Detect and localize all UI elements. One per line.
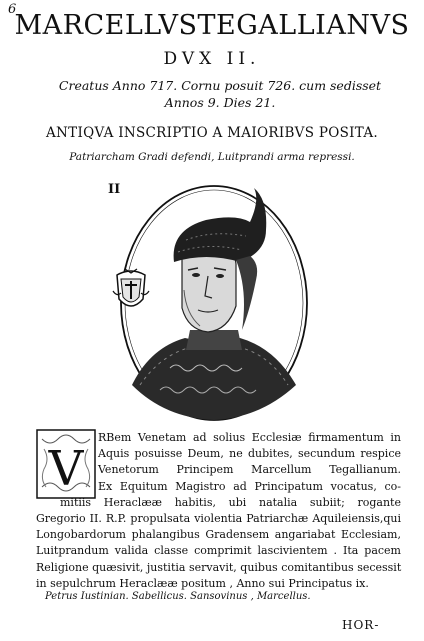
sources-line: Petrus Iustinian. Sabellicus. Sansovinus , Marcellus.	[45, 591, 311, 602]
body-line: Gregorio II. R.P. propulsata violentia Patriarchæ Aquileiensis,qui	[36, 512, 401, 526]
body-line: in sepulchrum Heraclææ positum , Anno sui Principatus ix.	[36, 576, 369, 590]
creation-note	[40, 77, 400, 111]
creation-line-1: Creatus Anno 717. Cornu posuit 726. cum sedisset	[58, 78, 382, 93]
creation-line-2: Annos 9. Dies 21.	[164, 95, 276, 110]
body-line: Venetorum Principem Marcellum Tegallianum.	[98, 463, 401, 477]
body-line: Religione quæsivit, justitia servavit, quibus comitantibus secessit	[36, 560, 402, 574]
coat-of-arms-icon	[111, 267, 151, 317]
body-line: Aquis posuisse Deum, ne dubites, secundum respice	[98, 447, 401, 461]
drop-cap-letter: V	[48, 441, 84, 497]
body-line: Luitprandum valida classe comprimit lascivientem . Ita pacem	[36, 544, 401, 558]
inscription-heading: ANTIQVA INSCRIPTIO A MAIORIBVS POSITA.	[46, 125, 378, 141]
body-line: Longobardorum phalangibus Gradensem angariabat Ecclesiam,	[36, 528, 401, 542]
page-title: MARCELLVSTEGALLIANVS	[14, 10, 410, 41]
page-subtitle: DVX II.	[163, 49, 261, 69]
body-line: mitiis Heraclææ habitis, ubi natalia subiit; rogante	[60, 495, 401, 509]
body-text	[36, 430, 401, 592]
body-line: RBem Venetam ad solius Ecclesiæ firmamentum in	[98, 431, 401, 444]
inscription-text: Patriarcham Gradi defendi, Luitprandi arma repressi.	[69, 151, 355, 163]
body-line: Ex Equitum Magistro ad Principatum vocatus, co-	[98, 479, 401, 493]
page-number: 6	[8, 2, 17, 17]
catchword: HOR-	[342, 618, 380, 632]
portrait-number: II	[108, 182, 121, 197]
